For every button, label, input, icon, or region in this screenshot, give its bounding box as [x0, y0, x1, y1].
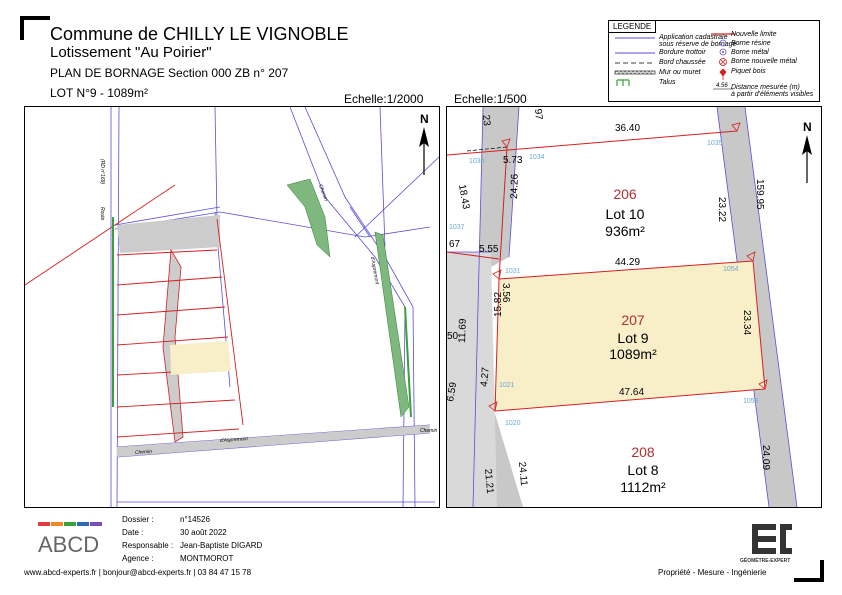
north-label-right: N	[803, 120, 812, 134]
point-1020: 1020	[505, 420, 521, 427]
agence-label: Agence :	[122, 554, 154, 563]
legend-distance-sample: 4.56	[716, 83, 728, 89]
lot-206-number: 206	[613, 186, 637, 202]
legend-title: LEGENDE	[609, 21, 656, 33]
agence-value: MONTMOROT	[180, 554, 234, 563]
point-1034: 1034	[529, 154, 545, 161]
north-label-left: N	[420, 112, 429, 126]
dist-24-11: 24.11	[516, 461, 530, 487]
corner-mark	[20, 16, 50, 40]
dist-6-59: 6.59	[445, 381, 460, 403]
plan-reference: PLAN DE BORNAGE Section 000 ZB n° 207	[50, 66, 289, 80]
lot-207-area: 1089m²	[609, 346, 657, 362]
dist-159-95: 159.95	[754, 179, 765, 210]
dist-36-40: 36.40	[615, 123, 641, 134]
dist-5-55: 5.55	[479, 244, 499, 255]
dist-18-43: 18.43	[456, 183, 472, 211]
legend-cadastral-2: sous réserve de bornage	[659, 41, 737, 48]
dist-23: 23	[480, 114, 492, 127]
point-1037: 1037	[449, 224, 465, 231]
lot-reference: LOT N°9 - 1089m²	[50, 86, 148, 100]
legend	[608, 20, 820, 102]
detail-map	[446, 106, 822, 508]
dist-4-27: 4.27	[479, 366, 492, 388]
legend-cadastral-1: Application cadastrale	[659, 34, 728, 41]
lot-208-name: Lot 8	[627, 462, 659, 478]
dist-5-73: 5.73	[503, 155, 523, 166]
dist-11-69: 11.69	[457, 318, 469, 344]
point-1036: 1036	[469, 158, 485, 165]
page-title: Commune de CHILLY LE VIGNOBLE	[50, 24, 349, 44]
legend-bord-chaussee: Bord chaussée	[659, 59, 706, 66]
abcd-logo-text: ABCD	[38, 532, 100, 557]
footer-tagline: Propriété - Mesure - Ingénierie	[658, 568, 767, 577]
dist-67: 67	[449, 239, 461, 250]
legend-talus: Talus	[659, 79, 676, 86]
responsable-value: Jean-Baptiste DIGARD	[180, 541, 263, 550]
dist-97: 97	[532, 108, 544, 121]
lot-208-number: 208	[631, 444, 655, 460]
point-1031: 1031	[505, 268, 521, 275]
road-label-3: Chemin	[317, 183, 329, 202]
legend-piquet-bois: Piquet bois	[731, 68, 766, 75]
abcd-logo	[38, 522, 104, 561]
lot-206-name: Lot 10	[605, 206, 645, 222]
dist-47-64: 47.64	[619, 387, 645, 398]
dist-44-29: 44.29	[615, 257, 641, 268]
legend-bordure: Bordure trottoir	[659, 49, 706, 56]
scale-left: Echelle:1/2000	[344, 92, 424, 106]
lot-208-area: 1112m²	[620, 479, 666, 495]
legend-symbols-left	[615, 34, 657, 100]
dist-24-26: 24.26	[509, 173, 521, 200]
margin-label-rd: (RD n°169)	[99, 159, 105, 185]
road-label-4: d'Aspremont	[369, 256, 380, 285]
road-label-1: Chemin	[134, 448, 153, 456]
dist-24-09: 24.09	[760, 445, 771, 471]
scale-right: Echelle:1/500	[454, 92, 527, 106]
footer-contact: www.abcd-experts.fr | bonjour@abcd-experts.fr | 03 84 47 15 78	[24, 568, 252, 577]
dist-50: 50	[447, 331, 459, 342]
legend-distance-2: à partir d'éléments visibles	[731, 91, 814, 98]
legend-borne-nouvelle: Borne nouvelle métal	[731, 58, 797, 65]
lot-207-number: 207	[621, 312, 645, 328]
page-subtitle: Lotissement "Au Poirier"	[50, 44, 212, 61]
overview-map-drawing	[25, 107, 439, 507]
dist-23-34: 23.34	[741, 310, 752, 336]
date-label: Date :	[122, 528, 144, 537]
road-label-2: d'Aspremont	[219, 436, 248, 444]
point-1054: 1054	[723, 266, 739, 273]
dist-3-56: 3.56	[500, 283, 511, 303]
dist-15-82: 15.82	[493, 291, 504, 317]
dist-23-22: 23.22	[716, 197, 727, 223]
lot-206-area: 936m²	[605, 223, 645, 239]
legend-mur: Mur ou muret	[659, 69, 701, 76]
point-1035: 1035	[707, 140, 723, 147]
margin-label-route: Route	[99, 207, 105, 221]
date-value: 30 août 2022	[180, 528, 227, 537]
point-1021: 1021	[499, 382, 515, 389]
point-1055: 1055	[743, 398, 759, 405]
legend-new-limit: Nouvelle limite	[731, 31, 777, 38]
legend-borne-metal: Borne métal	[731, 49, 769, 56]
detail-map-drawing	[447, 107, 821, 507]
lot-207-name: Lot 9	[617, 330, 649, 346]
road-label-5: Chemin	[420, 428, 438, 434]
responsable-label: Responsable :	[122, 541, 174, 550]
geometre-expert-label: GÉOMÈTRE-EXPERT	[740, 558, 791, 564]
legend-borne-resine: Borne résine	[731, 40, 771, 47]
overview-map	[24, 106, 440, 508]
legend-distance: Distance mesurée (m)	[731, 84, 800, 91]
dossier-label: Dossier :	[122, 515, 154, 524]
corner-mark-bottom	[794, 560, 824, 582]
dossier-value: n°14526	[180, 515, 210, 524]
dist-21-21: 21.21	[482, 468, 496, 495]
